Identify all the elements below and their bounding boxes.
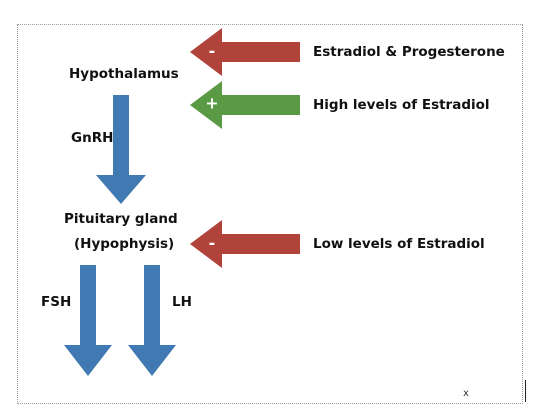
feedback-label-high-estradiol: High levels of Estradiol <box>313 97 490 113</box>
fsh-label: FSH <box>41 294 72 310</box>
sign-high-estradiol: + <box>205 93 219 113</box>
lh-label: LH <box>172 294 192 310</box>
pituitary-label: Pituitary gland <box>64 211 178 227</box>
lh-arrow <box>128 265 176 376</box>
hypothalamus-label: Hypothalamus <box>69 66 179 82</box>
feedback-arrow-low-estradiol <box>190 220 300 268</box>
gnrh-arrow <box>96 95 146 204</box>
feedback-label-low-estradiol: Low levels of Estradiol <box>313 236 485 252</box>
corner-mark: x <box>463 388 469 399</box>
feedback-label-estradiol-progesterone: Estradiol & Progesterone <box>313 44 505 60</box>
sign-estradiol-progesterone: - <box>208 41 216 61</box>
fsh-arrow <box>64 265 112 376</box>
sign-low-estradiol: - <box>208 233 216 253</box>
gnrh-label: GnRH <box>71 130 114 146</box>
text-cursor <box>525 380 526 402</box>
feedback-arrow-estradiol-progesterone <box>190 28 300 76</box>
hypophysis-label: (Hypophysis) <box>74 236 175 252</box>
